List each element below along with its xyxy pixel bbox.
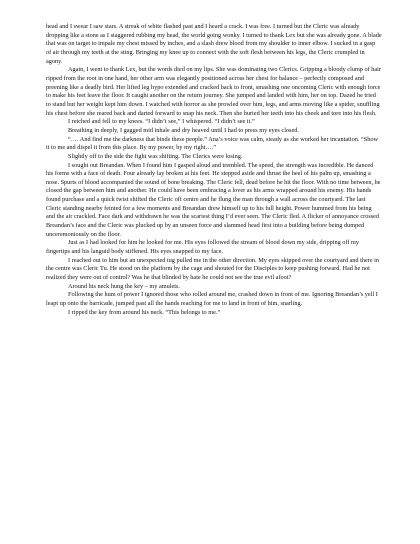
paragraph: I retched and fell to my knees. “I didn’t see,” I whispered. “I didn’t see it.” <box>68 118 255 126</box>
paragraph: I reached out to him but an unexpected tug pulled me in the other direction. My eyes skipped over the courtyard and there in the centre was Cleric Tu. He stood on the platform by the cage and shouted for the Disciples to keep pushing forward. Had he not realized they were out of control? Was he that blinded by hate he could not see the true evil afoot? <box>46 256 380 282</box>
paragraph: Following the hum of power I ignored those who rolled around me, crashed down in front of me. Ignoring Breandan’s yell I leapt up onto the barricade, jumped past all the hands reaching for me to land in front of him, snarling. <box>46 291 378 307</box>
body-text <box>46 23 382 317</box>
paragraph: Breathing in deeply, I gagged mid inhale and dry heaved until I had to press my eyes closed. <box>68 126 299 134</box>
paragraph: “…. And find me the darkness that binds these people.” Ana’s voice was calm, steady as she worked her incantation. “Show it to me and dispel it from this place. By my power, by my right….” <box>46 135 378 152</box>
paragraph: head and I swear I saw stars. A streak of white flashed past and I heard a crack. I was free. I turned but the Cleric was already dropping like a stone as I staggered rubbing my head, the world going wonky. I turned to thank Lex but she was already gone. A blade that was on target to impale my chest missed by inches, and a slash drew blood from my shoulder to inner elbow. I sucked in a gasp of air through my teeth at the sting. Bringing my knee up to connect with the soft flesh between his legs, the Cleric crumpled in agony. <box>46 23 382 65</box>
paragraph: Just as I had looked for him he looked for me. His eyes followed the stream of blood down my side, dripping off my fingertips and his languid body stiffened. His eyes snapped to my face. <box>46 239 359 256</box>
paragraph: I ripped the key from around his neck. “This belongs to me.” <box>68 308 221 316</box>
paragraph: Again, I went to thank Lex, but the words died on my lips. She was dominating two Clerics. Gripping a bloody clump of hair ripped from the root in one hand, her other arm was elegantly positioned across her chest for balance – perfectly composed and preening like a deadly bird. Her lifted leg hypo extended and cracked back to front, smashing one oncoming Cleric with enough force to make his feet leave the floor. It caught another on the return journey. She jumped and landed with him, her on top. Dazed he tried to stand but her weight kept him down. I watched with horror as she prowled over him, legs, and arms moving like a spider, snuffling his chest before she reared back and darted forward to snap his neck. Then she buried her teeth into his cheek and tore into his flesh. <box>46 66 381 117</box>
paragraph: Slightly off to the side the fight was shifting. The Clerics were losing. <box>68 152 243 160</box>
paragraph: I sought out Breandan. When I found him I gasped aloud and trembled. The speed, the strength was incredible. He danced his forms with a face of death. Four already lay broken at his feet. He stepped aside and thrust the heel of his palm up, smashing a nose. Spurts of blood accompanied the sound of bone breaking. The Cleric fell, dead before he hit the floor. With no time between, he closed the gap between him and another. He could have been embracing a lover as his arms wrapped around his enemy. His hands found purchase and a quick twist shifted the Cleric off centre and he flung the man through a wall across the courtyard. The last Cleric standing nearby feinted for a few moments and Breandan drew himself up to his full height. Power hummed from his being and the air crackled. Face dark and withdrawn he was the scariest thing I’d ever seen. The Cleric fled. A flicker of annoyance crossed Breandan’s face and the Cleric was plucked up by an unseen force and slammed head first into a building before being dumped unceremoniously on the floor. <box>46 161 381 238</box>
paragraph: Around his neck hung the key – my amulets. <box>68 282 180 290</box>
